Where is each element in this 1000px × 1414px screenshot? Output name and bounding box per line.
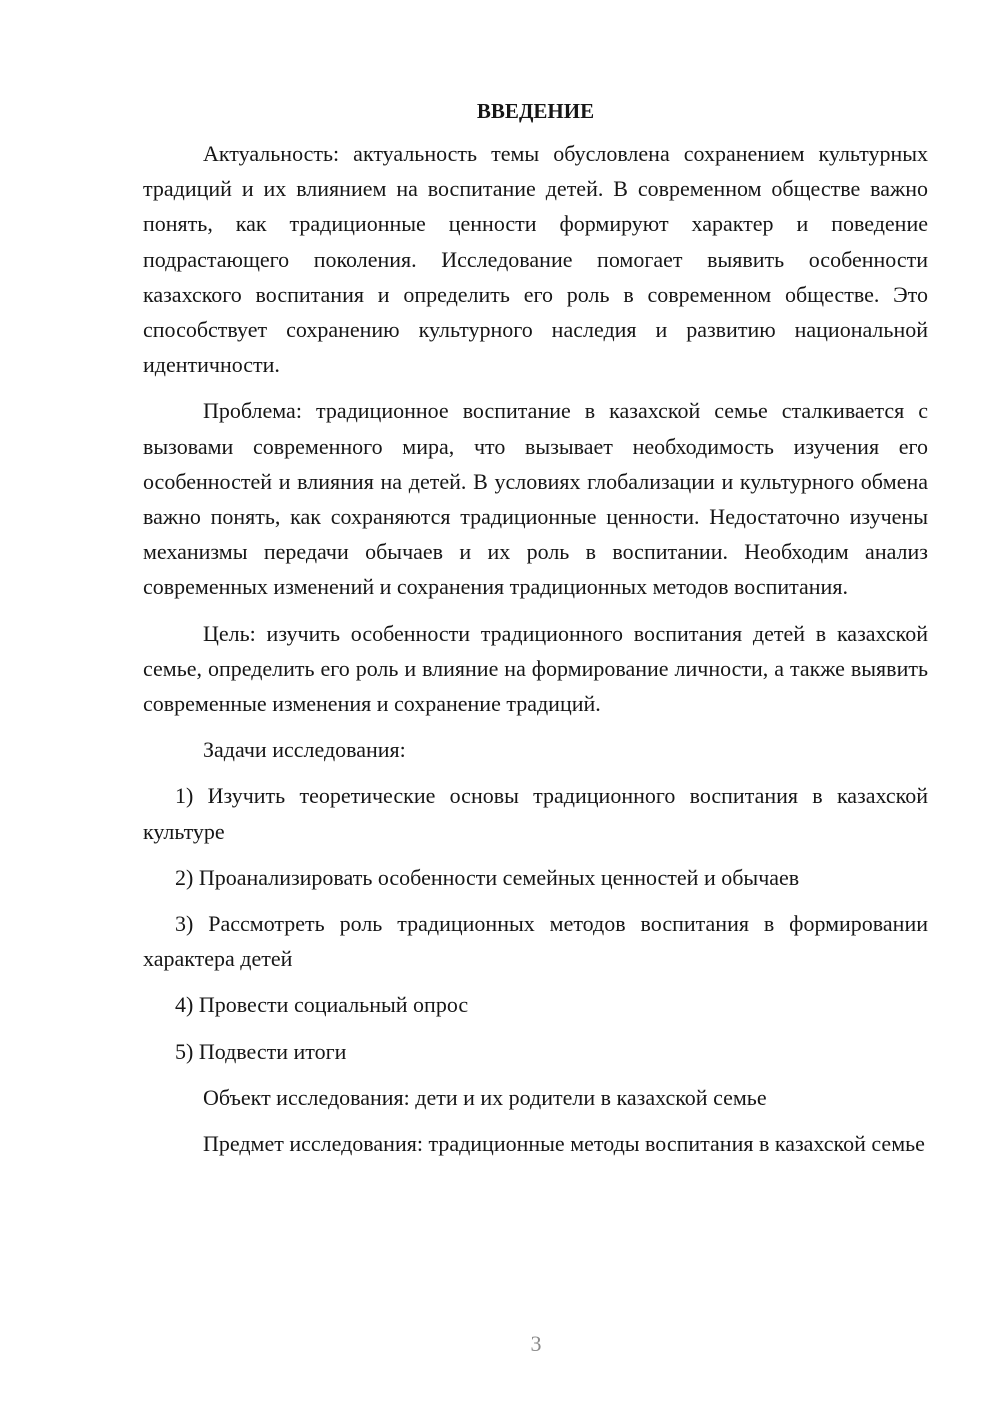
task-item-2: 2) Проанализировать особенности семейных ценностей и обычаев [175, 864, 800, 890]
paragraph-subject: Предмет исследования: традиционные методы воспитания в казахской семье [203, 1131, 925, 1157]
task-item-4: 4) Провести социальный опрос [175, 992, 469, 1018]
paragraph-problem: Проблема: традиционное воспитание в казахской семье сталкивается с вызовами современного мира, что вызывает необходимость изучения его особенностей и влияния на детей. В условиях глобализации и культурного обмена важно понять, как сохраняются традиционные ценности. Недостаточно изучены механизмы передачи обычаев и их роль в воспитании. Необходим анализ современных изменений и сохранения традиционных методов воспитания. [143, 398, 928, 600]
task-item-5: 5) Подвести итоги [175, 1038, 347, 1064]
page-number: 3 [530, 1331, 542, 1356]
paragraph-goal: Цель: изучить особенности традиционного воспитания детей в казахской семье, определить его роль и влияние на формирование личности, а также выявить современные изменения и сохранение традиций. [143, 620, 928, 717]
paragraph-relevance: Актуальность: актуальность темы обусловлена сохранением культурных традиций и их влиянием на воспитание детей. В современном обществе важно понять, как традиционные ценности формируют характер и поведение подрастающего поколения. Исследование помогает выявить особенности казахского воспитания и определить его роль в современном обществе. Это способствует сохранению культурного наследия и развитию национальной идентичности. [143, 141, 928, 378]
page-title: ВВЕДЕНИЕ [476, 99, 595, 123]
paragraph-object: Объект исследования: дети и их родители в казахской семье [203, 1084, 767, 1110]
task-item-1: 1) Изучить теоретические основы традиционного воспитания в казахской культуре [143, 783, 928, 844]
page-content [143, 98, 928, 1172]
task-item-3: 3) Рассмотреть роль традиционных методов воспитания в формировании характера детей [143, 911, 928, 972]
paragraph-tasks-heading: Задачи исследования: [203, 737, 406, 763]
